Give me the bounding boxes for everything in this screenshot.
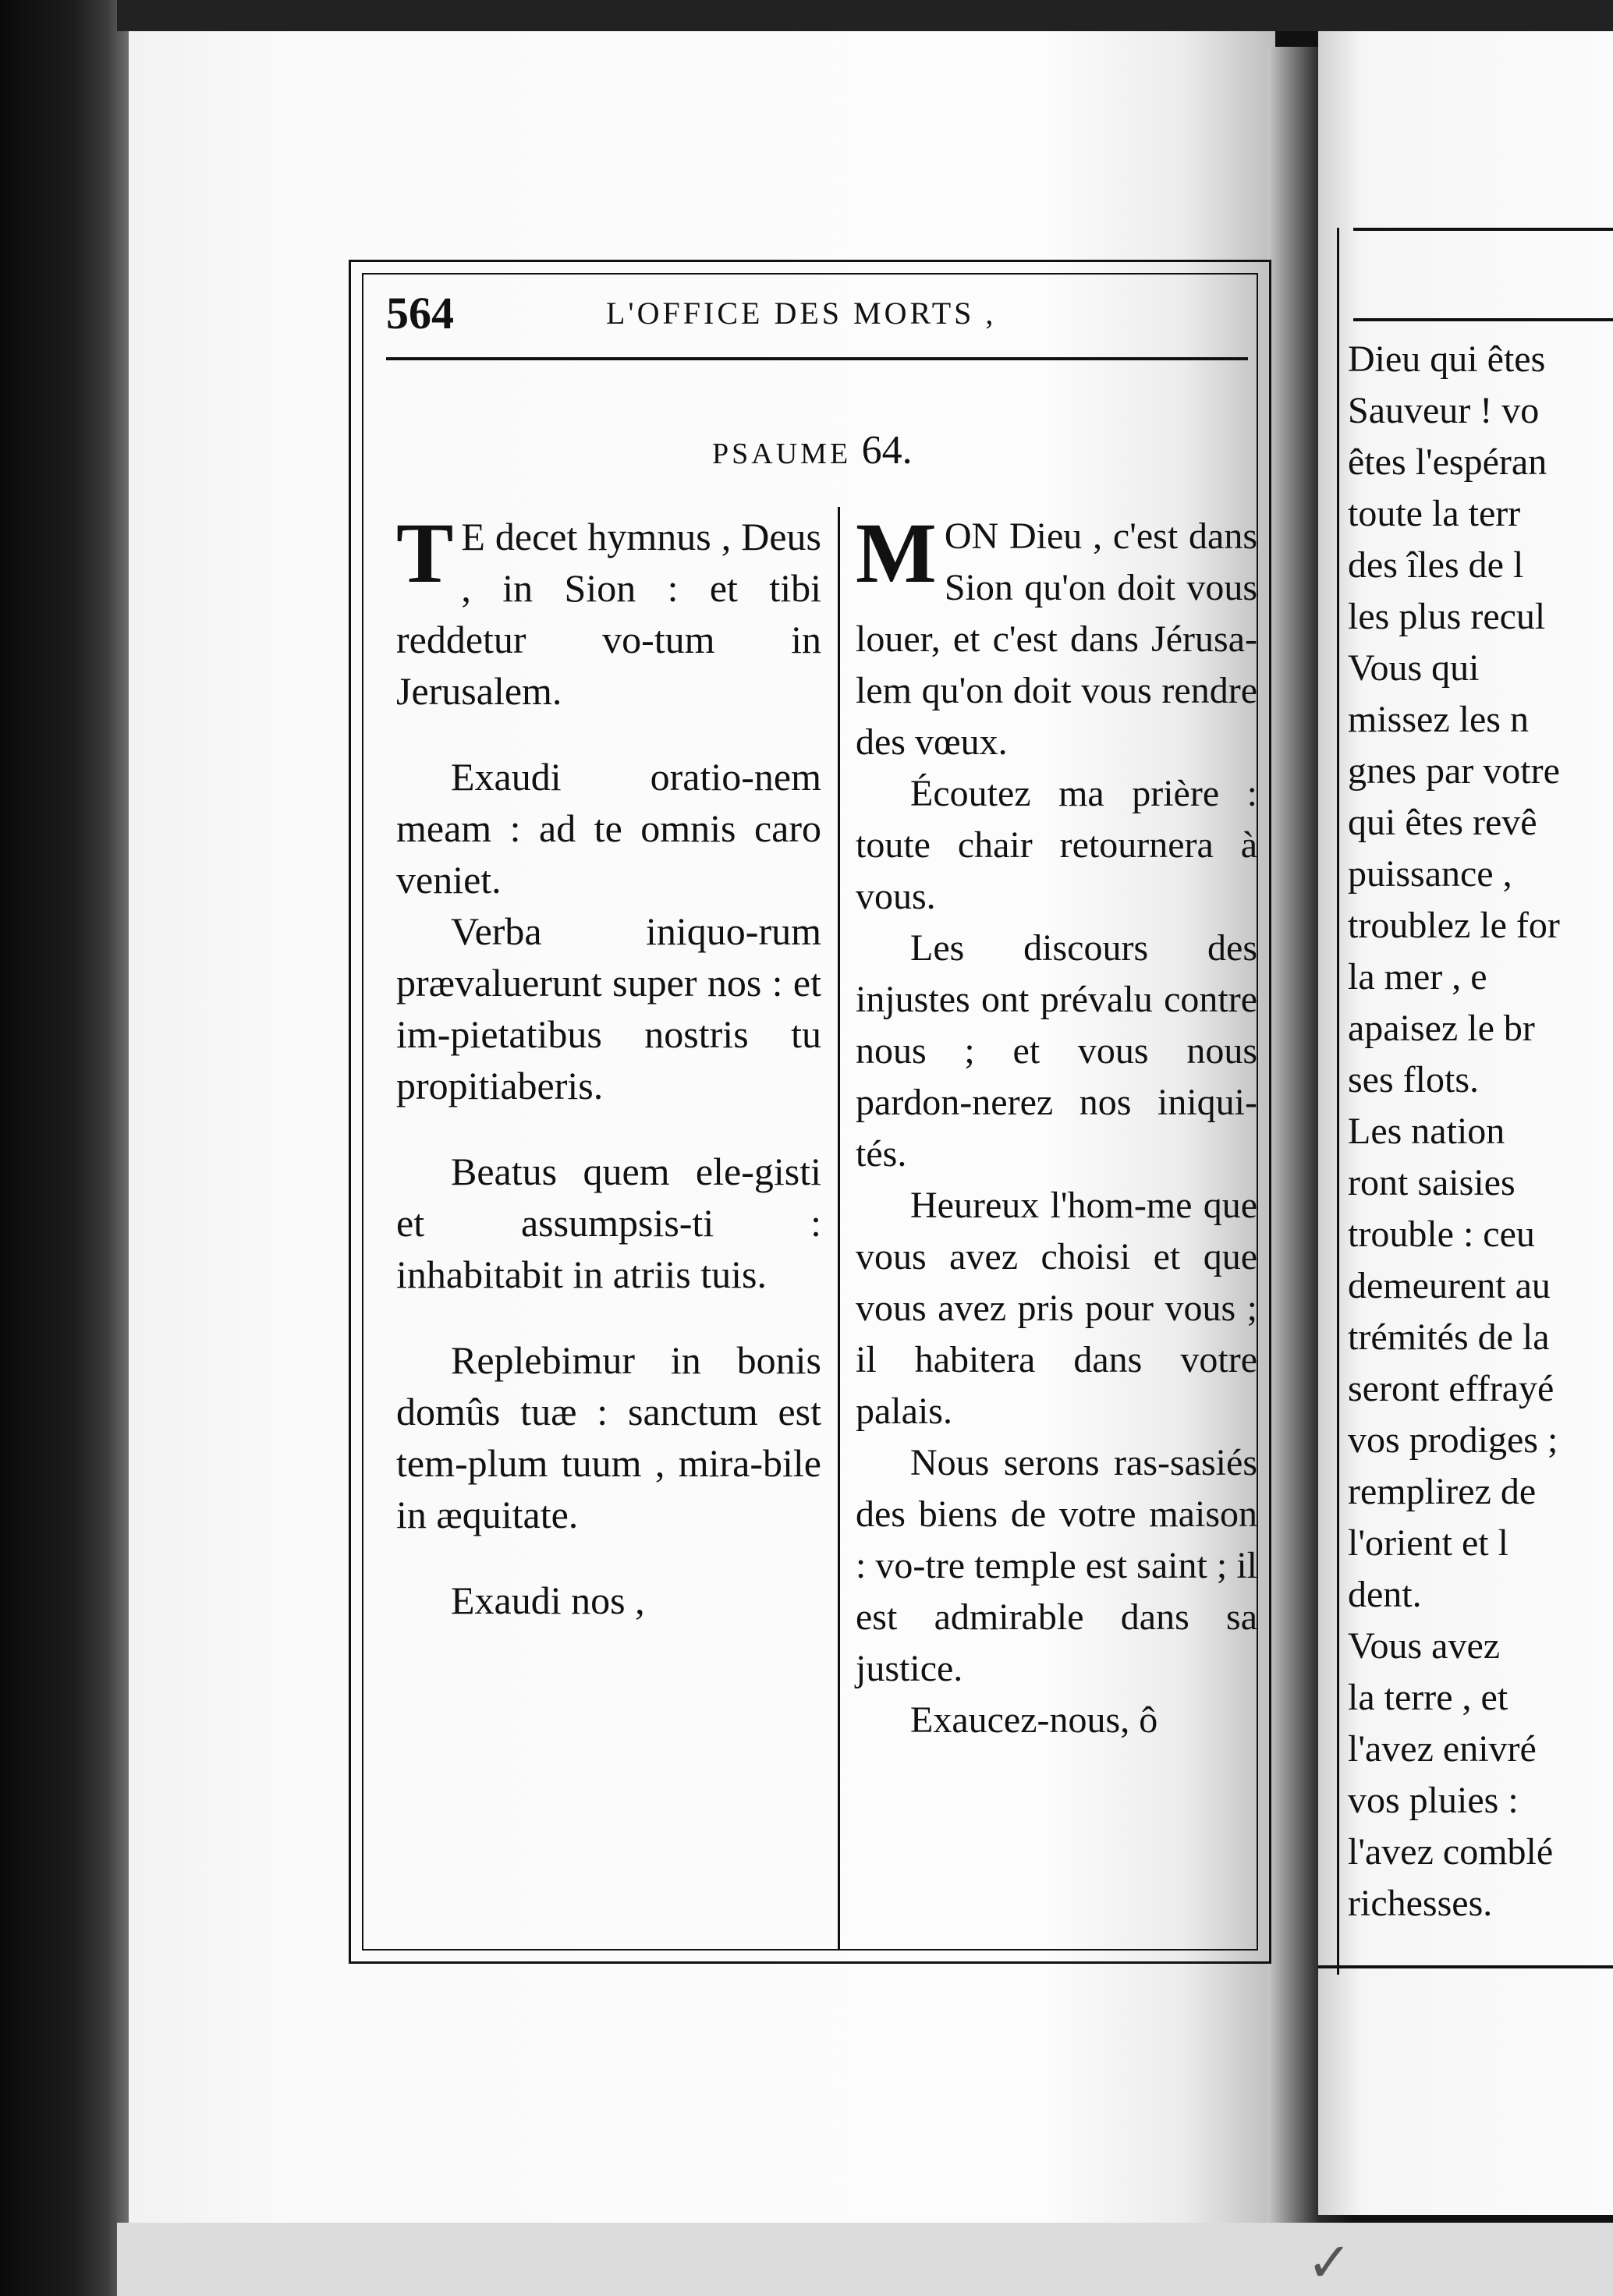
latin-paragraph-text: E decet hymnus , Deus , in Sion : et tibi reddetur vo-tum in Jerusalem. [396, 515, 821, 713]
right-page-line: toute la terr [1348, 493, 1521, 534]
right-page-line: l'orient et l [1348, 1522, 1508, 1564]
right-page-line: ses flots. [1348, 1059, 1479, 1100]
right-page-line: des îles de l [1348, 544, 1524, 586]
right-page-line: dent. [1348, 1574, 1422, 1615]
scan-left-edge [0, 0, 133, 2296]
latin-paragraph: Exaudi nos , [451, 1578, 645, 1622]
drop-cap: M [856, 505, 937, 601]
right-page-text [1348, 334, 1613, 1929]
right-page-line: la mer , e [1348, 956, 1487, 997]
french-paragraph: Nous serons ras-sasiés des biens de votre maison : vo-tre temple est saint ; il est admirable dans sa justice. [856, 1442, 1257, 1689]
right-page-line: demeurent au [1348, 1265, 1551, 1306]
right-page-line: trouble : ceu [1348, 1214, 1535, 1255]
right-page-header-rule [1353, 318, 1613, 321]
right-page-bottom-rule [1318, 1965, 1613, 1968]
right-page-line: la terre , et [1348, 1677, 1508, 1718]
right-page-line: Vous qui [1348, 647, 1480, 689]
right-page-line: l'avez enivré [1348, 1728, 1537, 1770]
right-page-line: missez les n [1348, 699, 1529, 740]
column-divider [838, 507, 840, 1950]
psalm-number: 64. [861, 428, 913, 473]
right-page-line: trémités de la [1348, 1316, 1550, 1358]
french-paragraph-text: ON Dieu , c'est dans Sion qu'on doit vous louer, et c'est dans Jérusa-lem qu'on doit vous rendre des vœux. [856, 516, 1257, 763]
latin-column [396, 505, 821, 1626]
right-page-line: êtes l'espéran [1348, 441, 1547, 483]
french-paragraph: Exaucez-nous, ô [910, 1699, 1158, 1741]
scan-top-edge [117, 0, 1613, 31]
right-page-line: Les nation [1348, 1111, 1505, 1152]
right-page-line: vos pluies : [1348, 1780, 1519, 1821]
right-page-line: richesses. [1348, 1883, 1493, 1924]
scan-bottom-edge [117, 2223, 1613, 2296]
right-page-line: Sauveur ! vo [1348, 390, 1540, 431]
right-page-line: ront saisies [1348, 1162, 1516, 1203]
right-page-line: remplirez de [1348, 1471, 1537, 1512]
right-page-top-rule [1353, 228, 1613, 231]
running-head: L'OFFICE DES MORTS , [606, 296, 997, 331]
latin-paragraph: Replebimur in bonis domûs tuæ : sanctum est tem-plum tuum , mira-bile in æquitate. [396, 1338, 821, 1536]
french-column [856, 505, 1257, 1746]
latin-paragraph: Verba iniquo-rum prævaluerunt super nos : et im-pietatibus nostris tu propitiaberis. [396, 909, 821, 1107]
page-header [386, 287, 1252, 342]
drop-cap: T [396, 505, 454, 601]
header-rule [386, 357, 1248, 360]
french-paragraph: Heureux l'hom-me que vous avez choisi et que vous avez pris pour vous ; il habitera dans votre palais. [856, 1185, 1257, 1432]
right-page-line: Vous avez [1348, 1625, 1501, 1667]
right-page-line: apaisez le br [1348, 1008, 1535, 1049]
page-number: 564 [386, 288, 454, 338]
right-page-frame-line [1337, 228, 1339, 1975]
latin-paragraph: Beatus quem ele-gisti et assumpsis-ti : inhabitabit in atriis tuis. [396, 1150, 821, 1296]
latin-paragraph: Exaudi oratio-nem meam : ad te omnis caro veniet. [396, 755, 821, 902]
psalm-label: PSAUME [712, 438, 852, 470]
right-page-line: l'avez comblé [1348, 1831, 1554, 1873]
psalm-title [712, 427, 913, 473]
right-page-line: seront effrayé [1348, 1368, 1555, 1409]
right-page-line: les plus recul [1348, 596, 1546, 637]
right-page-line: gnes par votre [1348, 750, 1560, 792]
french-paragraph: Les discours des injustes ont prévalu contre nous ; et vous nous pardon-nerez nos iniqui-tés. [856, 927, 1257, 1175]
right-page-line: troublez le for [1348, 905, 1560, 946]
right-page-line: vos prodiges ; [1348, 1419, 1558, 1461]
pencil-mark: ✓ [1306, 2234, 1352, 2294]
french-paragraph-first [856, 505, 1257, 768]
french-paragraph: Écoutez ma prière : toute chair retournera à vous. [856, 773, 1257, 917]
right-page-line: qui êtes revê [1348, 802, 1537, 843]
right-page-line: Dieu qui êtes [1348, 338, 1546, 380]
latin-paragraph-first [396, 505, 821, 717]
right-page-line: puissance , [1348, 853, 1512, 895]
